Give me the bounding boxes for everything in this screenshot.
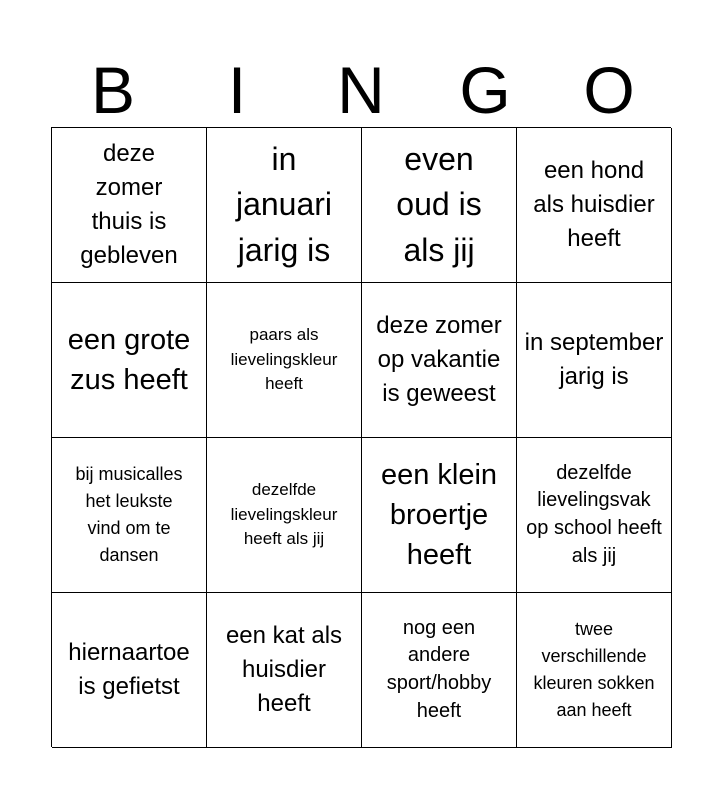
cell-text: bij musicalles het leukste vind om te dansen — [75, 464, 183, 565]
bingo-cell[interactable] — [517, 128, 672, 283]
cell-text: deze zomer thuis is gebleven — [80, 139, 178, 270]
bingo-cell[interactable] — [207, 438, 362, 593]
cell-text: nog een andere sport/hobby heeft — [386, 616, 492, 722]
bingo-cell[interactable] — [362, 593, 517, 748]
header-letter-n: N — [337, 53, 385, 127]
cell-text: hiernaartoe is gefietst — [68, 638, 190, 700]
cell-text: paars als lievelingskleur heeft — [230, 325, 338, 394]
cell-text: twee verschillende kleuren sokken aan heeft — [533, 619, 655, 720]
cell-text: even oud is als jij — [396, 140, 482, 268]
bingo-cell[interactable] — [207, 283, 362, 438]
bingo-cell[interactable] — [517, 438, 672, 593]
cell-text: deze zomer op vakantie is geweest — [376, 311, 502, 408]
cell-text: dezelfde lievelingskleur heeft als jij — [230, 480, 338, 549]
bingo-cell[interactable] — [207, 128, 362, 283]
cell-text: dezelfde lievelingsvak op school heeft als jij — [526, 461, 662, 567]
bingo-cell[interactable] — [362, 283, 517, 438]
header-letter-b: B — [90, 53, 136, 127]
cell-text: een hond als huisdier heeft — [533, 156, 655, 253]
bingo-grid — [51, 127, 671, 747]
cell-text: in januari jarig is — [235, 140, 333, 268]
cell-text: een kat als huisdier heeft — [225, 621, 343, 718]
header-letter-o: O — [583, 53, 635, 127]
header-letter-i: I — [227, 53, 247, 127]
bingo-header — [51, 53, 671, 127]
cell-text: een grote zus heeft — [67, 323, 191, 396]
bingo-cell[interactable] — [517, 283, 672, 438]
header-letter-g: G — [459, 53, 511, 127]
bingo-cell[interactable] — [207, 593, 362, 748]
bingo-cell[interactable] — [362, 438, 517, 593]
cell-text: in september jarig is — [524, 328, 664, 390]
bingo-cell[interactable] — [52, 283, 207, 438]
bingo-cell[interactable] — [52, 438, 207, 593]
bingo-cell[interactable] — [52, 128, 207, 283]
bingo-cell[interactable] — [517, 593, 672, 748]
bingo-cell[interactable] — [362, 128, 517, 283]
cell-text: een klein broertje heeft — [380, 458, 498, 571]
bingo-cell[interactable] — [52, 593, 207, 748]
